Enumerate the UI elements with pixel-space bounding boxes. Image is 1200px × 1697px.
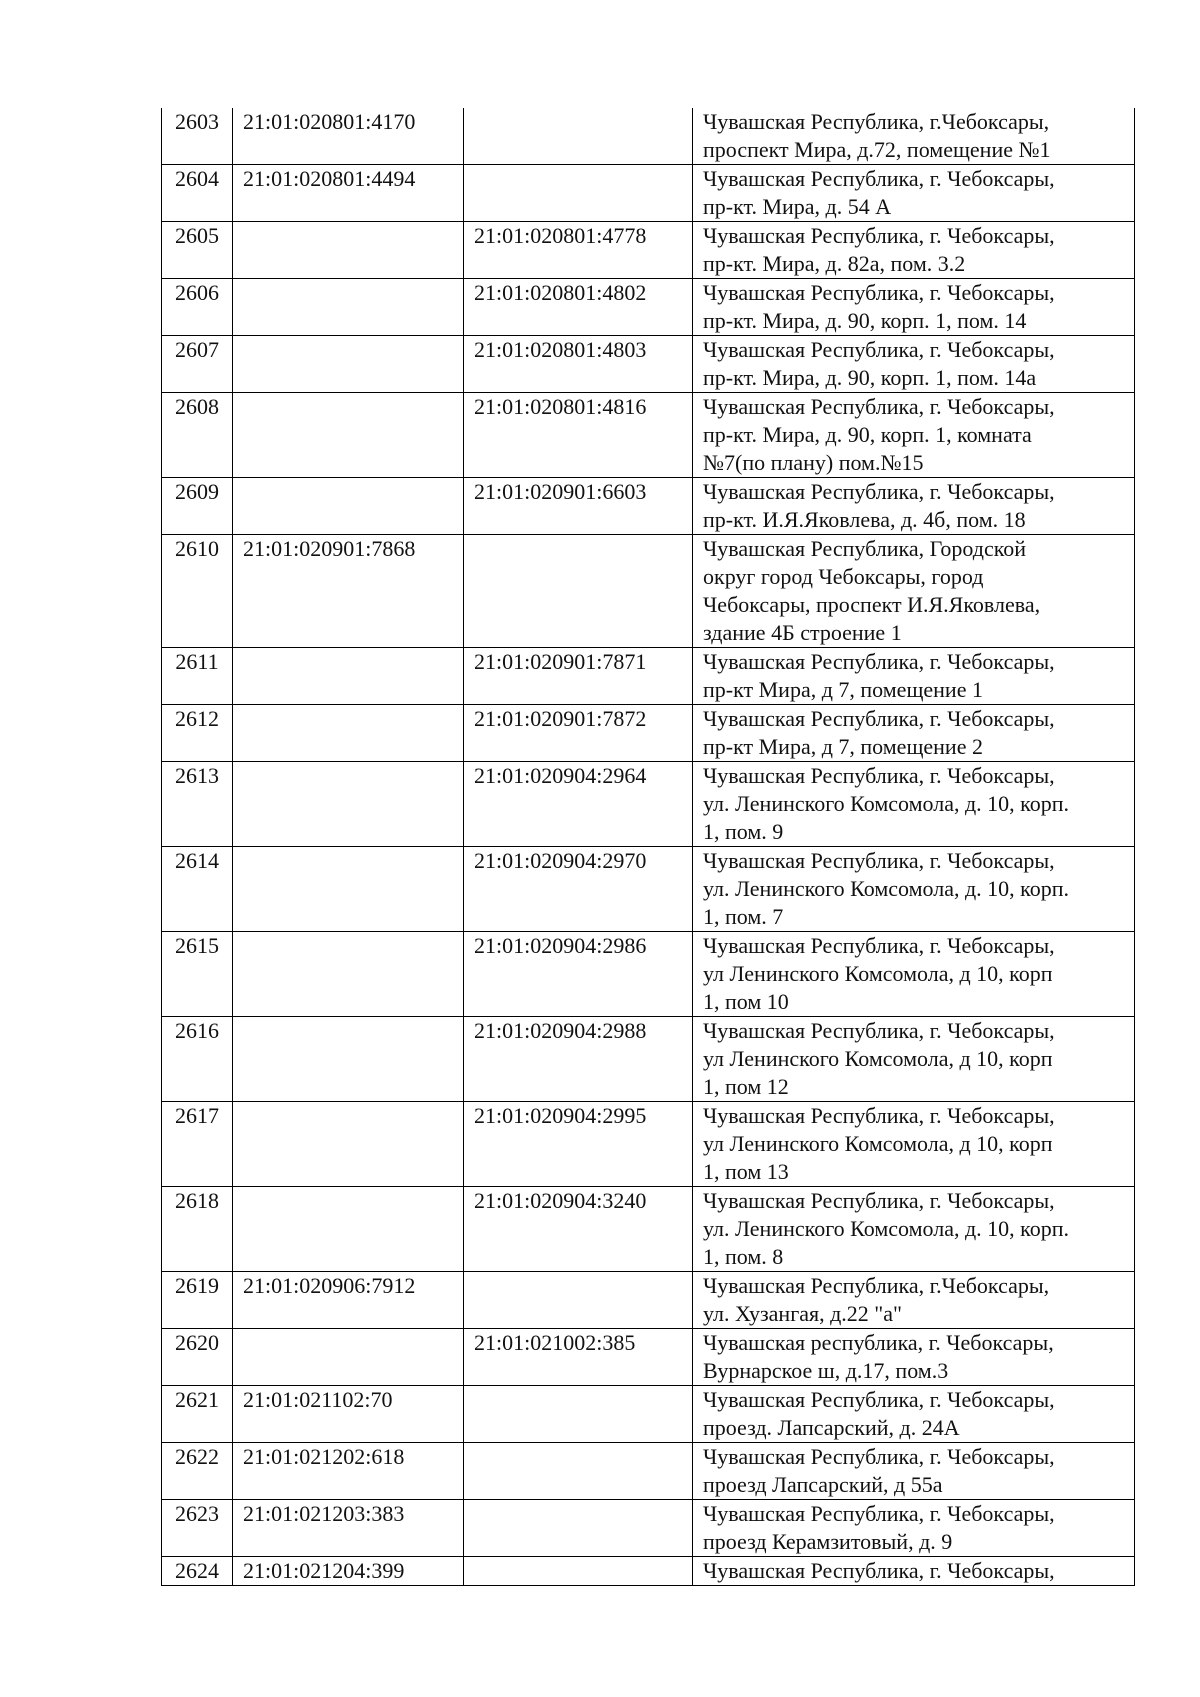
address-line: пр-кт. Мира, д. 82а, пом. 3.2 — [703, 251, 966, 276]
address-line: пр-кт. И.Я.Яковлева, д. 4б, пом. 18 — [703, 507, 1026, 532]
address-cell — [693, 1386, 1135, 1443]
cadastral-number-cell — [233, 393, 464, 478]
property-register-table — [161, 108, 1135, 1586]
premises-cadastral-number-cell — [464, 1443, 693, 1500]
address-cell — [693, 222, 1135, 279]
address-line: Чувашская республика, г. Чебоксары, — [703, 1330, 1054, 1355]
premises-cadastral-number-cell: 21:01:020904:2988 — [464, 1017, 693, 1102]
address-line: пр-кт. Мира, д. 54 А — [703, 194, 892, 219]
table-row — [162, 1187, 1135, 1272]
table-row — [162, 222, 1135, 279]
row-number-cell: 2614 — [162, 847, 233, 932]
premises-cadastral-number-cell — [464, 1557, 693, 1586]
address-line: Чувашская Республика, г. Чебоксары, — [703, 763, 1055, 788]
address-line: Чувашская Республика, г. Чебоксары, — [703, 394, 1055, 419]
table-row — [162, 1386, 1135, 1443]
address-cell — [693, 165, 1135, 222]
premises-cadastral-number-cell — [464, 1272, 693, 1329]
address-line: №7(по плану) пом.№15 — [703, 450, 924, 475]
cadastral-number-cell: 21:01:020906:7912 — [233, 1272, 464, 1329]
address-cell — [693, 393, 1135, 478]
table-row — [162, 535, 1135, 648]
premises-cadastral-number-cell: 21:01:020904:2964 — [464, 762, 693, 847]
premises-cadastral-number-cell: 21:01:020901:7872 — [464, 705, 693, 762]
cadastral-number-cell: 21:01:021204:399 — [233, 1557, 464, 1586]
row-number-cell: 2618 — [162, 1187, 233, 1272]
address-line: Чувашская Республика, г. Чебоксары, — [703, 1444, 1055, 1469]
cadastral-number-cell: 21:01:021202:618 — [233, 1443, 464, 1500]
address-line: ул. Ленинского Комсомола, д. 10, корп. — [703, 1216, 1070, 1241]
address-line: Чувашская Республика, г.Чебоксары, — [703, 1273, 1050, 1298]
cadastral-number-cell — [233, 847, 464, 932]
address-line: 1, пом 10 — [703, 989, 789, 1014]
cadastral-number-cell — [233, 1187, 464, 1272]
address-line: проспект Мира, д.72, помещение №1 — [703, 137, 1051, 162]
premises-cadastral-number-cell: 21:01:020801:4816 — [464, 393, 693, 478]
address-line: Чувашская Республика, г. Чебоксары, — [703, 337, 1055, 362]
address-line: ул Ленинского Комсомола, д 10, корп — [703, 961, 1053, 986]
cadastral-number-cell — [233, 279, 464, 336]
row-number-cell: 2604 — [162, 165, 233, 222]
register-body — [162, 108, 1135, 1586]
table-row — [162, 108, 1135, 165]
address-line: 1, пом. 9 — [703, 819, 784, 844]
address-line: ул. Ленинского Комсомола, д. 10, корп. — [703, 791, 1070, 816]
premises-cadastral-number-cell: 21:01:020904:2970 — [464, 847, 693, 932]
cadastral-number-cell — [233, 478, 464, 535]
premises-cadastral-number-cell: 21:01:020901:7871 — [464, 648, 693, 705]
row-number-cell: 2623 — [162, 1500, 233, 1557]
address-cell — [693, 478, 1135, 535]
table-row — [162, 705, 1135, 762]
address-line: Чувашская Республика, г. Чебоксары, — [703, 1558, 1055, 1583]
premises-cadastral-number-cell: 21:01:020904:3240 — [464, 1187, 693, 1272]
table-row — [162, 1272, 1135, 1329]
address-line: пр-кт Мира, д 7, помещение 2 — [703, 734, 983, 759]
row-number-cell: 2622 — [162, 1443, 233, 1500]
premises-cadastral-number-cell — [464, 108, 693, 165]
address-cell — [693, 336, 1135, 393]
table-row — [162, 393, 1135, 478]
table-row — [162, 648, 1135, 705]
premises-cadastral-number-cell: 21:01:020904:2986 — [464, 932, 693, 1017]
address-line: проезд Керамзитовый, д. 9 — [703, 1529, 953, 1554]
premises-cadastral-number-cell: 21:01:020801:4802 — [464, 279, 693, 336]
table-row — [162, 279, 1135, 336]
table-row — [162, 1017, 1135, 1102]
cadastral-number-cell — [233, 762, 464, 847]
address-cell — [693, 1017, 1135, 1102]
table-row — [162, 1557, 1135, 1586]
table-row — [162, 932, 1135, 1017]
table-row — [162, 165, 1135, 222]
row-number-cell: 2608 — [162, 393, 233, 478]
row-number-cell: 2606 — [162, 279, 233, 336]
address-line: здание 4Б строение 1 — [703, 620, 902, 645]
row-number-cell: 2624 — [162, 1557, 233, 1586]
address-cell — [693, 1102, 1135, 1187]
address-cell — [693, 1272, 1135, 1329]
premises-cadastral-number-cell: 21:01:020904:2995 — [464, 1102, 693, 1187]
address-line: 1, пом 12 — [703, 1074, 789, 1099]
cadastral-number-cell: 21:01:020801:4494 — [233, 165, 464, 222]
table-row — [162, 762, 1135, 847]
table-row — [162, 1329, 1135, 1386]
premises-cadastral-number-cell: 21:01:021002:385 — [464, 1329, 693, 1386]
address-line: Вурнарское ш, д.17, пом.3 — [703, 1358, 949, 1383]
row-number-cell: 2621 — [162, 1386, 233, 1443]
address-line: пр-кт. Мира, д. 90, корп. 1, пом. 14а — [703, 365, 1037, 390]
address-line: Чувашская Республика, г. Чебоксары, — [703, 1501, 1055, 1526]
cadastral-number-cell — [233, 1329, 464, 1386]
table-row — [162, 847, 1135, 932]
address-line: Чувашская Республика, Городской — [703, 536, 1027, 561]
address-line: ул Ленинского Комсомола, д 10, корп — [703, 1046, 1053, 1071]
row-number-cell: 2615 — [162, 932, 233, 1017]
address-line: проезд. Лапсарский, д. 24А — [703, 1415, 960, 1440]
address-line: Чувашская Республика, г. Чебоксары, — [703, 1188, 1055, 1213]
address-cell — [693, 932, 1135, 1017]
row-number-cell: 2620 — [162, 1329, 233, 1386]
table-row — [162, 336, 1135, 393]
address-cell — [693, 847, 1135, 932]
row-number-cell: 2616 — [162, 1017, 233, 1102]
premises-cadastral-number-cell — [464, 1386, 693, 1443]
cadastral-number-cell — [233, 648, 464, 705]
address-cell — [693, 762, 1135, 847]
address-line: пр-кт Мира, д 7, помещение 1 — [703, 677, 983, 702]
address-line: Чувашская Республика, г. Чебоксары, — [703, 1103, 1055, 1128]
row-number-cell: 2617 — [162, 1102, 233, 1187]
row-number-cell: 2619 — [162, 1272, 233, 1329]
table-row — [162, 1443, 1135, 1500]
cadastral-number-cell: 21:01:020901:7868 — [233, 535, 464, 648]
address-line: Чувашская Республика, г. Чебоксары, — [703, 1387, 1055, 1412]
address-cell — [693, 648, 1135, 705]
address-line: Чувашская Республика, г. Чебоксары, — [703, 479, 1055, 504]
address-cell — [693, 279, 1135, 336]
address-cell — [693, 1500, 1135, 1557]
address-cell — [693, 705, 1135, 762]
address-line: Чувашская Республика, г. Чебоксары, — [703, 933, 1055, 958]
address-line: Чувашская Республика, г. Чебоксары, — [703, 166, 1055, 191]
row-number-cell: 2609 — [162, 478, 233, 535]
address-line: Чувашская Республика, г. Чебоксары, — [703, 706, 1055, 731]
cadastral-number-cell — [233, 336, 464, 393]
table-row — [162, 478, 1135, 535]
address-line: ул. Хузангая, д.22 "а" — [703, 1301, 903, 1326]
premises-cadastral-number-cell — [464, 165, 693, 222]
address-line: проезд Лапсарский, д 55а — [703, 1472, 943, 1497]
address-line: Чебоксары, проспект И.Я.Яковлева, — [703, 592, 1041, 617]
premises-cadastral-number-cell: 21:01:020801:4803 — [464, 336, 693, 393]
address-cell — [693, 1443, 1135, 1500]
address-line: Чувашская Республика, г. Чебоксары, — [703, 1018, 1055, 1043]
address-cell — [693, 1557, 1135, 1586]
row-number-cell: 2613 — [162, 762, 233, 847]
address-line: пр-кт. Мира, д. 90, корп. 1, комната — [703, 422, 1032, 447]
premises-cadastral-number-cell: 21:01:020901:6603 — [464, 478, 693, 535]
address-line: ул Ленинского Комсомола, д 10, корп — [703, 1131, 1053, 1156]
cadastral-number-cell: 21:01:020801:4170 — [233, 108, 464, 165]
cadastral-number-cell — [233, 1017, 464, 1102]
row-number-cell: 2607 — [162, 336, 233, 393]
row-number-cell: 2610 — [162, 535, 233, 648]
address-cell — [693, 1329, 1135, 1386]
table-row — [162, 1500, 1135, 1557]
row-number-cell: 2603 — [162, 108, 233, 165]
cadastral-number-cell: 21:01:021102:70 — [233, 1386, 464, 1443]
address-line: округ город Чебоксары, город — [703, 564, 984, 589]
address-line: ул. Ленинского Комсомола, д. 10, корп. — [703, 876, 1070, 901]
cadastral-number-cell — [233, 222, 464, 279]
address-line: Чувашская Республика, г.Чебоксары, — [703, 109, 1050, 134]
address-line: Чувашская Республика, г. Чебоксары, — [703, 848, 1055, 873]
address-line: 1, пом 13 — [703, 1159, 789, 1184]
address-line: пр-кт. Мира, д. 90, корп. 1, пом. 14 — [703, 308, 1027, 333]
cadastral-number-cell — [233, 932, 464, 1017]
address-line: Чувашская Республика, г. Чебоксары, — [703, 649, 1055, 674]
cadastral-number-cell — [233, 1102, 464, 1187]
table-row — [162, 1102, 1135, 1187]
address-cell — [693, 108, 1135, 165]
premises-cadastral-number-cell: 21:01:020801:4778 — [464, 222, 693, 279]
address-line: 1, пом. 7 — [703, 904, 784, 929]
cadastral-number-cell: 21:01:021203:383 — [233, 1500, 464, 1557]
address-cell — [693, 1187, 1135, 1272]
row-number-cell: 2611 — [162, 648, 233, 705]
address-line: Чувашская Республика, г. Чебоксары, — [703, 280, 1055, 305]
address-line: 1, пом. 8 — [703, 1244, 784, 1269]
cadastral-number-cell — [233, 705, 464, 762]
row-number-cell: 2612 — [162, 705, 233, 762]
premises-cadastral-number-cell — [464, 535, 693, 648]
row-number-cell: 2605 — [162, 222, 233, 279]
address-cell — [693, 535, 1135, 648]
premises-cadastral-number-cell — [464, 1500, 693, 1557]
address-line: Чувашская Республика, г. Чебоксары, — [703, 223, 1055, 248]
